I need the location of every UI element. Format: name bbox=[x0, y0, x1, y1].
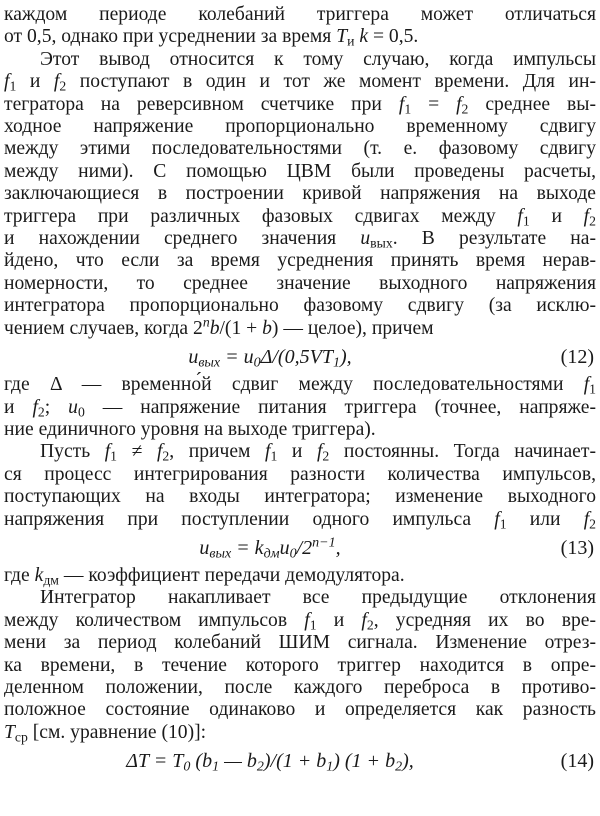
equation-12-number: (12) bbox=[560, 346, 594, 369]
paragraph-6-line-4: ка времени, в течение которого триггер находится в опре- bbox=[4, 654, 596, 676]
paragraph-6-line-2: между количеством импульсов $f_1$ и $f_2$, усредняя их во вре- bbox=[4, 609, 596, 633]
paragraph-3-line-1: где Δ — временно́й сдвиг между последовательностями $f_1$ bbox=[4, 374, 596, 397]
paragraph-2-line-10: йдено, что если за время усреднения принять время нерав- bbox=[4, 250, 596, 272]
paragraph-4-line-4: напряжения при поступлении одного импульса $f_1$ или $f_2$ bbox=[4, 508, 596, 531]
paragraph-4-line-3: поступающих на входы интегратора; изменение выходного bbox=[4, 486, 596, 508]
paragraph-5: где $k_{дм}$ — коэффициент передачи демодулятора. bbox=[4, 564, 405, 588]
equation-13-expression: $u_{вых} = k_{дм}u_0/2^{n-1}$, bbox=[199, 535, 341, 562]
equation-12-expression: $u_{вых} = u_0\Delta/(0,5VT_1)$, bbox=[188, 346, 352, 371]
paragraph-2-line-6: между ними). С помощью ЦВМ были проведены расчеты, bbox=[4, 160, 596, 182]
paragraph-2-line-13: чением случаев, когда $2^nb/(1 + b)$ — целое), причем bbox=[4, 314, 434, 339]
paragraph-2-line-7: заключающиеся в построении кривой напряжения на выходе bbox=[4, 183, 596, 205]
paragraph-1-line-2: от 0,5, однако при усреднении за время $T_и$ k = 0,5. bbox=[4, 26, 419, 49]
paragraph-2-line-2: $f_1$ и $f_2$ поступают в один и тот же момент времени. Для ин- bbox=[4, 71, 596, 94]
paragraph-2-line-12: интегратора пропорционально фазовому сдвигу (за исклю- bbox=[4, 295, 596, 317]
equation-14-expression: $\Delta T = T_0$ ($b_1$ — $b_2)/(1 + b_1)$ $(1 + b_2)$, bbox=[126, 750, 414, 775]
paragraph-4-line-2: ся процесс интегрирования разности количества импульсов, bbox=[4, 463, 596, 485]
paragraph-4-line-1: Пусть $f_1 \ne f_2$, причем $f_1$ и $f_2$ постоянны. Тогда начинает- bbox=[40, 441, 596, 464]
paragraph-6-line-7: $T_{ср}$ [см. уравнение (10)]: bbox=[4, 721, 207, 745]
paragraph-2-line-1: Этот вывод относится к тому случаю, когда импульсы bbox=[40, 48, 596, 70]
equation-12 bbox=[4, 340, 596, 374]
paragraph-3-line-2: и $f_2$; $u_0$ — напряжение питания триггера (точнее, напряже- bbox=[4, 396, 596, 419]
paragraph-2-line-5: между этими последовательностями (т. е. фазовому сдвигу bbox=[4, 138, 596, 160]
paragraph-6-line-3: мени за период колебаний ШИМ сигнала. Изменение отрез- bbox=[4, 632, 596, 654]
paragraph-2-line-3: тегратора на реверсивном счетчике при $f_1 = f_2$ среднее вы- bbox=[4, 93, 596, 117]
paragraph-2-line-9: и нахождении среднего значения $u_{вых}$. В результате на- bbox=[4, 228, 596, 251]
paragraph-2-line-4: ходное напряжение пропорционально временному сдвигу bbox=[4, 116, 596, 138]
paragraph-6-line-5: деленном положении, после каждого переброса в противо- bbox=[4, 676, 596, 698]
paragraph-6-line-6: положное состояние одинаково и определяется как разность bbox=[4, 699, 596, 721]
document-page bbox=[4, 4, 596, 778]
equation-13-number: (13) bbox=[560, 536, 594, 559]
equation-14-number: (14) bbox=[560, 750, 594, 773]
paragraph-3-line-3: ние единичного уровня на выходе триггера). bbox=[4, 418, 376, 440]
equation-14 bbox=[4, 744, 596, 778]
paragraph-6-line-1: Интегратор накапливает все предыдущие отклонения bbox=[40, 587, 596, 609]
equation-13 bbox=[4, 531, 596, 565]
paragraph-1-line-1: каждом периоде колебаний триггера может отличаться bbox=[4, 4, 596, 25]
paragraph-2-line-8: триггера при различных фазовых сдвигах между $f_1$ и $f_2$ bbox=[4, 205, 596, 229]
paragraph-2-line-11: номерности, то среднее значение выходного напряжения bbox=[4, 272, 596, 294]
